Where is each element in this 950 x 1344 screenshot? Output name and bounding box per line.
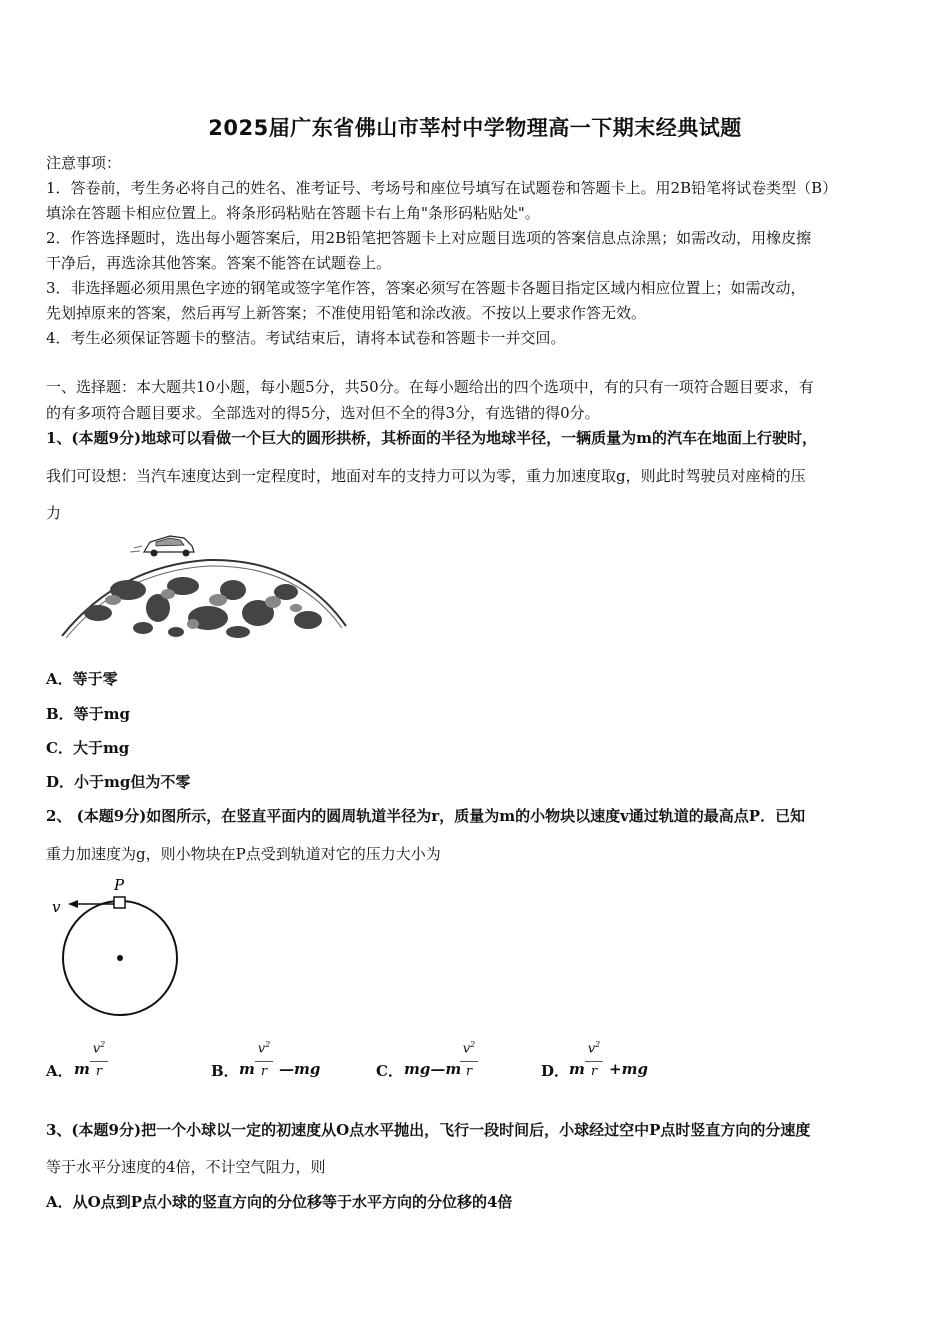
q2-option-d-pre: m xyxy=(569,1060,585,1078)
q2-option-c-den: r xyxy=(465,1064,473,1080)
velocity-arrow-head xyxy=(68,900,78,908)
car-icon xyxy=(130,536,194,557)
q1-option-a: A．等于零 xyxy=(46,670,118,688)
q1-option-d: D．小于mg但为不零 xyxy=(46,773,191,791)
q3-line-2: 等于水平分速度的4倍，不计空气阻力，则 xyxy=(46,1158,326,1176)
q2-option-a-exp: 2 xyxy=(100,1040,106,1049)
q2-option-d-fraction xyxy=(583,1036,605,1082)
q2-option-b-pre: m xyxy=(239,1060,255,1078)
velocity-v-label: v xyxy=(52,898,61,916)
q2-option-c-fraction xyxy=(458,1036,480,1082)
q2-option-a-num: v xyxy=(92,1041,101,1057)
center-dot xyxy=(117,955,123,961)
point-p-label: P xyxy=(114,876,125,894)
q1-option-b: B．等于mg xyxy=(46,705,131,723)
q2-option-b-fraction xyxy=(253,1036,275,1082)
notice-line-6: 先划掉原来的答案，然后再写上新答案；不准使用铅笔和涂改液。不按以上要求作答无效。 xyxy=(46,304,647,322)
notice-line-1: 1．答卷前，考生务必将自己的姓名、准考证号、考场号和座位号填写在试题卷和答题卡上。用2B铅笔将试卷类型（B） xyxy=(46,179,838,197)
q1-option-c: C．大于mg xyxy=(46,739,130,757)
block-square xyxy=(114,897,125,908)
q2-option-b-exp: 2 xyxy=(265,1040,271,1049)
q2-option-d-label: D． xyxy=(541,1062,570,1080)
q1-line-1: 1、(本题9分)地球可以看做一个巨大的圆形拱桥，其桥面的半径为地球半径，一辆质量为m的汽车在地面上行驶时， xyxy=(46,429,817,447)
circular-track-figure xyxy=(48,874,188,1019)
q2-option-c-label: C． xyxy=(376,1062,403,1080)
notice-line-4: 干净后，再选涂其他答案。答案不能答在试题卷上。 xyxy=(46,254,392,272)
q2-option-c-num: v xyxy=(462,1041,471,1057)
q2-option-a-pre: m xyxy=(74,1060,90,1078)
notice-line-5: 3．非选择题必须用黑色字迹的钢笔或签字笔作答，答案必须写在答题卡各题目指定区域内相应位置上；如需改动， xyxy=(46,279,806,297)
q2-option-d-exp: 2 xyxy=(595,1040,601,1049)
q2-option-b-den: r xyxy=(260,1064,268,1080)
q3-option-a: A．从O点到P点小球的竖直方向的分位移等于水平方向的分位移的4倍 xyxy=(46,1193,513,1211)
page-title: 2025届广东省佛山市莘村中学物理高一下期末经典试题 xyxy=(208,116,742,140)
notice-heading: 注意事项： xyxy=(46,154,122,172)
q2-option-a-den: r xyxy=(95,1064,103,1080)
earth-arch-bridge-figure xyxy=(58,528,348,643)
q2-option-c-exp: 2 xyxy=(470,1040,476,1049)
q2-option-a-label: A． xyxy=(46,1062,73,1080)
notice-line-2: 填涂在答题卡相应位置上。将条形码粘贴在答题卡右上角"条形码粘贴处"。 xyxy=(46,204,540,222)
q2-option-b-num: v xyxy=(257,1041,266,1057)
q2-option-b-post: —mg xyxy=(279,1060,321,1078)
section-intro-2: 的有多项符合题目要求。全部选对的得5分，选对但不全的得3分，有选错的得0分。 xyxy=(46,404,600,422)
q2-option-b-label: B． xyxy=(211,1062,239,1080)
q1-line-3: 力 xyxy=(46,504,62,522)
notice-line-3: 2．作答选择题时，选出每小题答案后，用2B铅笔把答题卡上对应题目选项的答案信息点涂黑；如需改动，用橡皮擦 xyxy=(46,229,812,247)
notice-line-7: 4．考生必须保证答题卡的整洁。考试结束后，请将本试卷和答题卡一并交回。 xyxy=(46,329,566,347)
q2-option-d-post: +mg xyxy=(609,1060,648,1078)
q2-option-c-pre: mg—m xyxy=(404,1060,462,1078)
q1-line-2: 我们可设想：当汽车速度达到一定程度时，地面对车的支持力可以为零，重力加速度取g，则此时驾驶员对座椅的压 xyxy=(46,467,806,485)
q3-line-1: 3、(本题9分)把一个小球以一定的初速度从O点水平抛出，飞行一段时间后，小球经过空中P点时竖直方向的分速度 xyxy=(46,1121,811,1139)
q2-option-a-fraction xyxy=(88,1036,110,1082)
section-intro-1: 一、选择题：本大题共10小题，每小题5分，共50分。在每小题给出的四个选项中，有的只有一项符合题目要求，有 xyxy=(46,378,814,396)
q2-options-row xyxy=(46,1036,906,1086)
q2-line-2: 重力加速度为g，则小物块在P点受到轨道对它的压力大小为 xyxy=(46,845,441,863)
q2-option-d-den: r xyxy=(590,1064,598,1080)
q2-option-d-num: v xyxy=(587,1041,596,1057)
q2-line-1: 2、 (本题9分)如图所示，在竖直平面内的圆周轨道半径为r，质量为m的小物块以速度v通过轨道的最高点P．已知 xyxy=(46,807,806,825)
